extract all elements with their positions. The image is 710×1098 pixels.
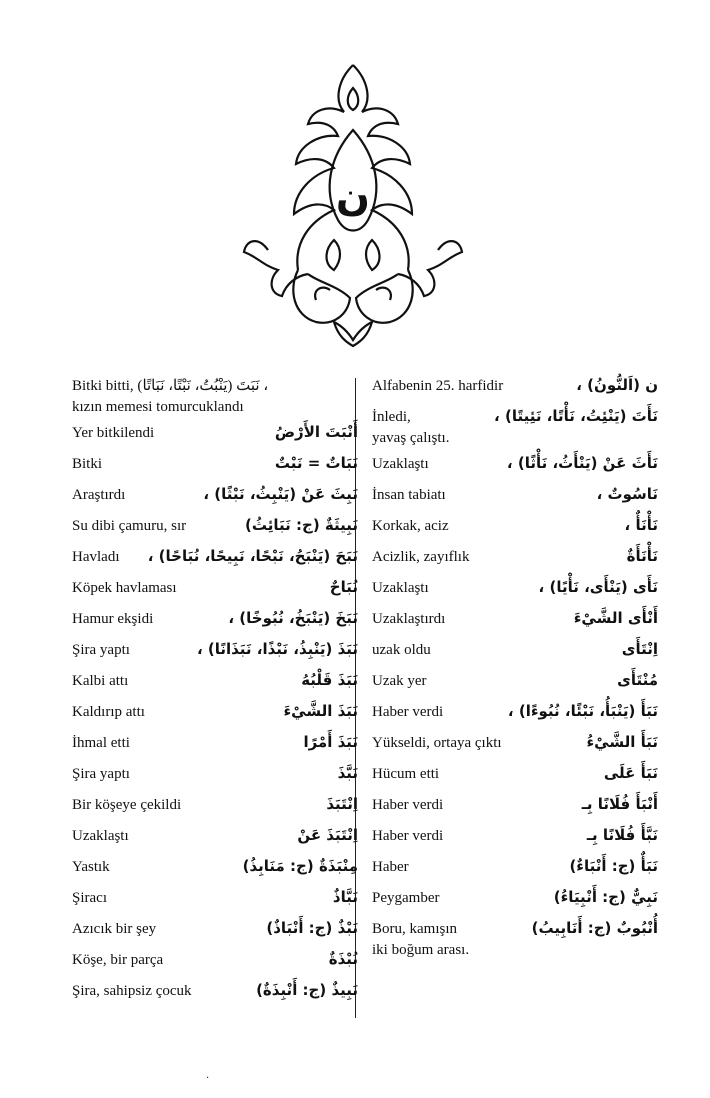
arabic-headword: أَنْبَأَ فُلَانًا بِـ — [581, 795, 658, 813]
entry-continuation-line — [72, 399, 358, 423]
dictionary-entry — [372, 609, 658, 640]
arabic-headword: نَأَثَ عَنْ (يَنْأَثُ، نَأْثًا) ، — [506, 454, 658, 472]
arabic-headword: نَبَذَ أَمْرًا — [303, 733, 358, 751]
entry-line — [72, 764, 358, 795]
arabic-headword: نَأْنَأٌ ، — [624, 516, 658, 534]
turkish-meaning: Uzaklaştı — [372, 456, 429, 472]
turkish-meaning: Korkak, aciz — [372, 518, 449, 534]
dictionary-entry — [72, 516, 358, 547]
turkish-meaning: Şiracı — [72, 890, 107, 906]
turkish-meaning: Azıcık bir şey — [72, 921, 157, 937]
turkish-meaning: Yastık — [72, 859, 110, 875]
arabic-headword: اِنْتَأَى — [621, 640, 658, 658]
turkish-meaning: Haber — [372, 859, 409, 875]
arabic-headword: نَبَخَ (يَنْبَخُ، نُبُوخًا) ، — [228, 609, 358, 627]
arabic-headword: نَأَتَ (يَنْئِتُ، نَأْتًا، نَئِيتًا) ، — [494, 407, 658, 425]
arabic-headword: نَاسُوتٌ ، — [596, 485, 658, 503]
entry-line — [372, 857, 658, 888]
entry-line — [72, 454, 358, 485]
turkish-meaning: Hücum etti — [372, 766, 440, 782]
entry-line — [372, 547, 658, 578]
turkish-meaning: Su dibi çamuru, sır — [72, 518, 187, 534]
turkish-meaning: Yükseldi, ortaya çıktı — [372, 735, 502, 751]
dictionary-entry — [72, 376, 358, 423]
entry-line — [372, 702, 658, 733]
arabic-headword: نَبَذَ (يَنْبِذُ، نَبْذًا، نَبَذَانًا) ، — [196, 640, 358, 658]
entry-line — [372, 826, 658, 857]
dictionary-entry — [372, 764, 658, 795]
dictionary-entry — [72, 826, 358, 857]
dictionary-entry — [72, 671, 358, 702]
entry-line — [372, 516, 658, 547]
entry-line — [72, 950, 358, 981]
dictionary-entry — [72, 981, 358, 1012]
dictionary-entry — [372, 485, 658, 516]
entry-line — [72, 547, 358, 578]
entry-line — [72, 795, 358, 826]
turkish-meaning-continuation: yavaş çalıştı. — [372, 430, 450, 446]
turkish-meaning: Köpek havlaması — [72, 580, 177, 596]
dictionary-entry — [372, 857, 658, 888]
entry-line — [72, 702, 358, 733]
entry-line — [72, 485, 358, 516]
page-mark: . — [206, 1070, 210, 1081]
turkish-meaning-continuation: iki boğum arası. — [372, 942, 470, 958]
entry-line — [72, 423, 358, 454]
turkish-meaning: Uzak yer — [372, 673, 427, 689]
entry-line — [72, 516, 358, 547]
dictionary-entry — [372, 733, 658, 764]
ornamental-header-illustration — [238, 60, 468, 350]
entry-line — [372, 764, 658, 795]
turkish-meaning: Köşe, bir parça — [72, 952, 164, 968]
dictionary-entry — [372, 578, 658, 609]
dictionary-entry — [372, 888, 658, 919]
arabic-headword: نَبَأَ (يَنْبَأُ، نَبْئًا، نُبُوءًا) ، — [507, 702, 658, 720]
entry-line — [372, 376, 658, 407]
arabic-headword: نَبَّاذٌ — [332, 888, 358, 906]
dictionary-entry — [372, 671, 658, 702]
arabic-headword: اِنْتَبَذَ — [326, 795, 358, 813]
turkish-meaning: uzak oldu — [372, 642, 431, 658]
dictionary-entry — [72, 702, 358, 733]
turkish-meaning: Araştırdı — [72, 487, 126, 503]
turkish-meaning: Havladı — [72, 549, 120, 565]
dictionary-entry — [72, 547, 358, 578]
turkish-meaning: Yer bitkilendi — [72, 425, 155, 441]
entry-line — [372, 609, 658, 640]
entry-line — [372, 454, 658, 485]
arabic-headword: أُنْبُوبٌ (ج: أَنَابِيبُ) — [531, 919, 658, 937]
arabic-headword: اِنْتَبَذَ عَنْ — [297, 826, 358, 844]
arabic-headword: نَبَّذَ — [337, 764, 358, 782]
arabic-headword: نَبِيذٌ (ج: أَنْبِذَةٌ) — [256, 981, 358, 999]
dictionary-entry — [72, 423, 358, 454]
arabic-headword: نَبَذَ الشَّيْءَ — [283, 702, 358, 720]
dictionary-entry — [372, 454, 658, 485]
turkish-meaning: Haber verdi — [372, 828, 444, 844]
turkish-meaning: Hamur ekşidi — [72, 611, 154, 627]
entry-line — [372, 733, 658, 764]
dictionary-entry — [72, 764, 358, 795]
dictionary-entry — [72, 857, 358, 888]
turkish-meaning: Uzaklaştı — [72, 828, 129, 844]
arabic-headword: نَبْذٌ (ج: أَنْبَاذٌ) — [266, 919, 358, 937]
dictionary-entry — [72, 919, 358, 950]
entry-line — [72, 578, 358, 609]
entry-line — [372, 485, 658, 516]
entry-continuation-line — [372, 942, 658, 966]
left-column — [72, 376, 358, 1012]
dictionary-entry — [72, 733, 358, 764]
dictionary-entry — [372, 547, 658, 578]
turkish-meaning: Şira, sahipsiz çocuk — [72, 983, 192, 999]
dictionary-entry — [72, 795, 358, 826]
dictionary-entry — [372, 919, 658, 966]
dictionary-entry — [72, 950, 358, 981]
dictionary-entry — [72, 609, 358, 640]
arabic-headword: نُبَاحٌ — [329, 578, 358, 596]
arabic-headword: نَبَأَ الشَّيْءُ — [586, 733, 658, 751]
arabic-headword: نُبْذَةٌ — [328, 950, 358, 968]
dictionary-entry — [72, 454, 358, 485]
arabic-headword: نَبَحَ (يَنْبَحُ، نَبْحًا، نَبِيحًا، نُبَاحًا) ، — [147, 547, 358, 565]
turkish-meaning: Alfabenin 25. harfidir — [372, 378, 504, 394]
arabic-headword: نَبَذَ قَلْبُهُ — [301, 671, 358, 689]
arabic-headword: مُنْتَأَى — [617, 671, 658, 689]
entry-line — [72, 826, 358, 857]
dictionary-entry — [72, 888, 358, 919]
turkish-meaning: Bitki — [72, 456, 103, 472]
entry-line — [72, 888, 358, 919]
arabic-headword: نَبِثَ عَنْ (يَنْبِثُ، نَبْثًا) ، — [203, 485, 358, 503]
turkish-meaning: Acizlik, zayıflık — [372, 549, 470, 565]
turkish-meaning: Boru, kamışın — [372, 921, 457, 937]
dictionary-entry — [72, 640, 358, 671]
turkish-meaning: Şira yaptı — [72, 766, 130, 782]
turkish-meaning: İnledi, — [372, 409, 411, 425]
arabic-headword: نَبِيثَةٌ (ج: نَبَائِثُ) — [245, 516, 358, 534]
arabic-headword: نَبَاتٌ = نَبْتٌ — [274, 454, 358, 472]
turkish-meaning: Peygamber — [372, 890, 440, 906]
entry-line — [372, 671, 658, 702]
arabic-headword: نَبَّأَ فُلَانًا بِـ — [586, 826, 658, 844]
turkish-meaning: Haber verdi — [372, 797, 444, 813]
entry-line — [72, 671, 358, 702]
turkish-meaning: Uzaklaştı — [372, 580, 429, 596]
turkish-meaning: Kalbi attı — [72, 673, 129, 689]
entry-line — [72, 640, 358, 671]
turkish-meaning-continuation: kızın memesi tomurcuklandı — [72, 399, 244, 415]
dictionary-entry — [372, 407, 658, 454]
entry-line — [72, 609, 358, 640]
entry-line — [372, 795, 658, 826]
dictionary-entry — [72, 578, 358, 609]
turkish-meaning: Bir köşeye çekildi — [72, 797, 182, 813]
arabic-headword: أَنْأَى الشَّيْءَ — [573, 609, 658, 627]
turkish-meaning: Bitki bitti, (نَبَتَ (يَنْبُتُ، نَبْتًا، نَبَاتًا ، — [72, 378, 269, 394]
dictionary-entry — [372, 795, 658, 826]
arabic-headword: نَبِيٌّ (ج: أَنْبِيَاءُ) — [553, 888, 658, 906]
arabic-headword: نَأْنَأَةٌ — [626, 547, 658, 565]
turkish-meaning: Şira yaptı — [72, 642, 130, 658]
arabic-headword: نَبَأٌ (ج: أَنْبَاءٌ) — [569, 857, 658, 875]
dictionary-entry — [372, 516, 658, 547]
turkish-meaning: İnsan tabiatı — [372, 487, 446, 503]
dictionary-entry — [372, 702, 658, 733]
arabic-headword: ن (اَلنُّونُ) ، — [576, 376, 658, 394]
entry-line — [72, 919, 358, 950]
ornament-letter: ن — [335, 174, 371, 220]
arabic-headword: أَنْبَتَ الأَرْضُ — [274, 423, 358, 441]
arabic-headword: مِنْبَذَةٌ (ج: مَنَابِذُ) — [242, 857, 358, 875]
arabic-headword: نَبَأَ عَلَى — [603, 764, 658, 782]
turkish-meaning: Uzaklaştırdı — [372, 611, 446, 627]
dictionary-entry — [72, 485, 358, 516]
turkish-meaning: İhmal etti — [72, 735, 130, 751]
entry-line — [72, 733, 358, 764]
dictionary-entry — [372, 826, 658, 857]
entry-line — [372, 578, 658, 609]
turkish-meaning: Kaldırıp attı — [72, 704, 145, 720]
right-column — [372, 376, 658, 966]
dictionary-entry — [372, 640, 658, 671]
entry-continuation-line — [372, 430, 658, 454]
entry-line — [372, 888, 658, 919]
entry-line — [372, 640, 658, 671]
entry-line — [72, 981, 358, 1012]
turkish-meaning: Haber verdi — [372, 704, 444, 720]
arabic-headword: نَأَى (يَنْأَى، نَأْيًا) ، — [538, 578, 658, 596]
dictionary-entry — [372, 376, 658, 407]
entry-line — [72, 857, 358, 888]
